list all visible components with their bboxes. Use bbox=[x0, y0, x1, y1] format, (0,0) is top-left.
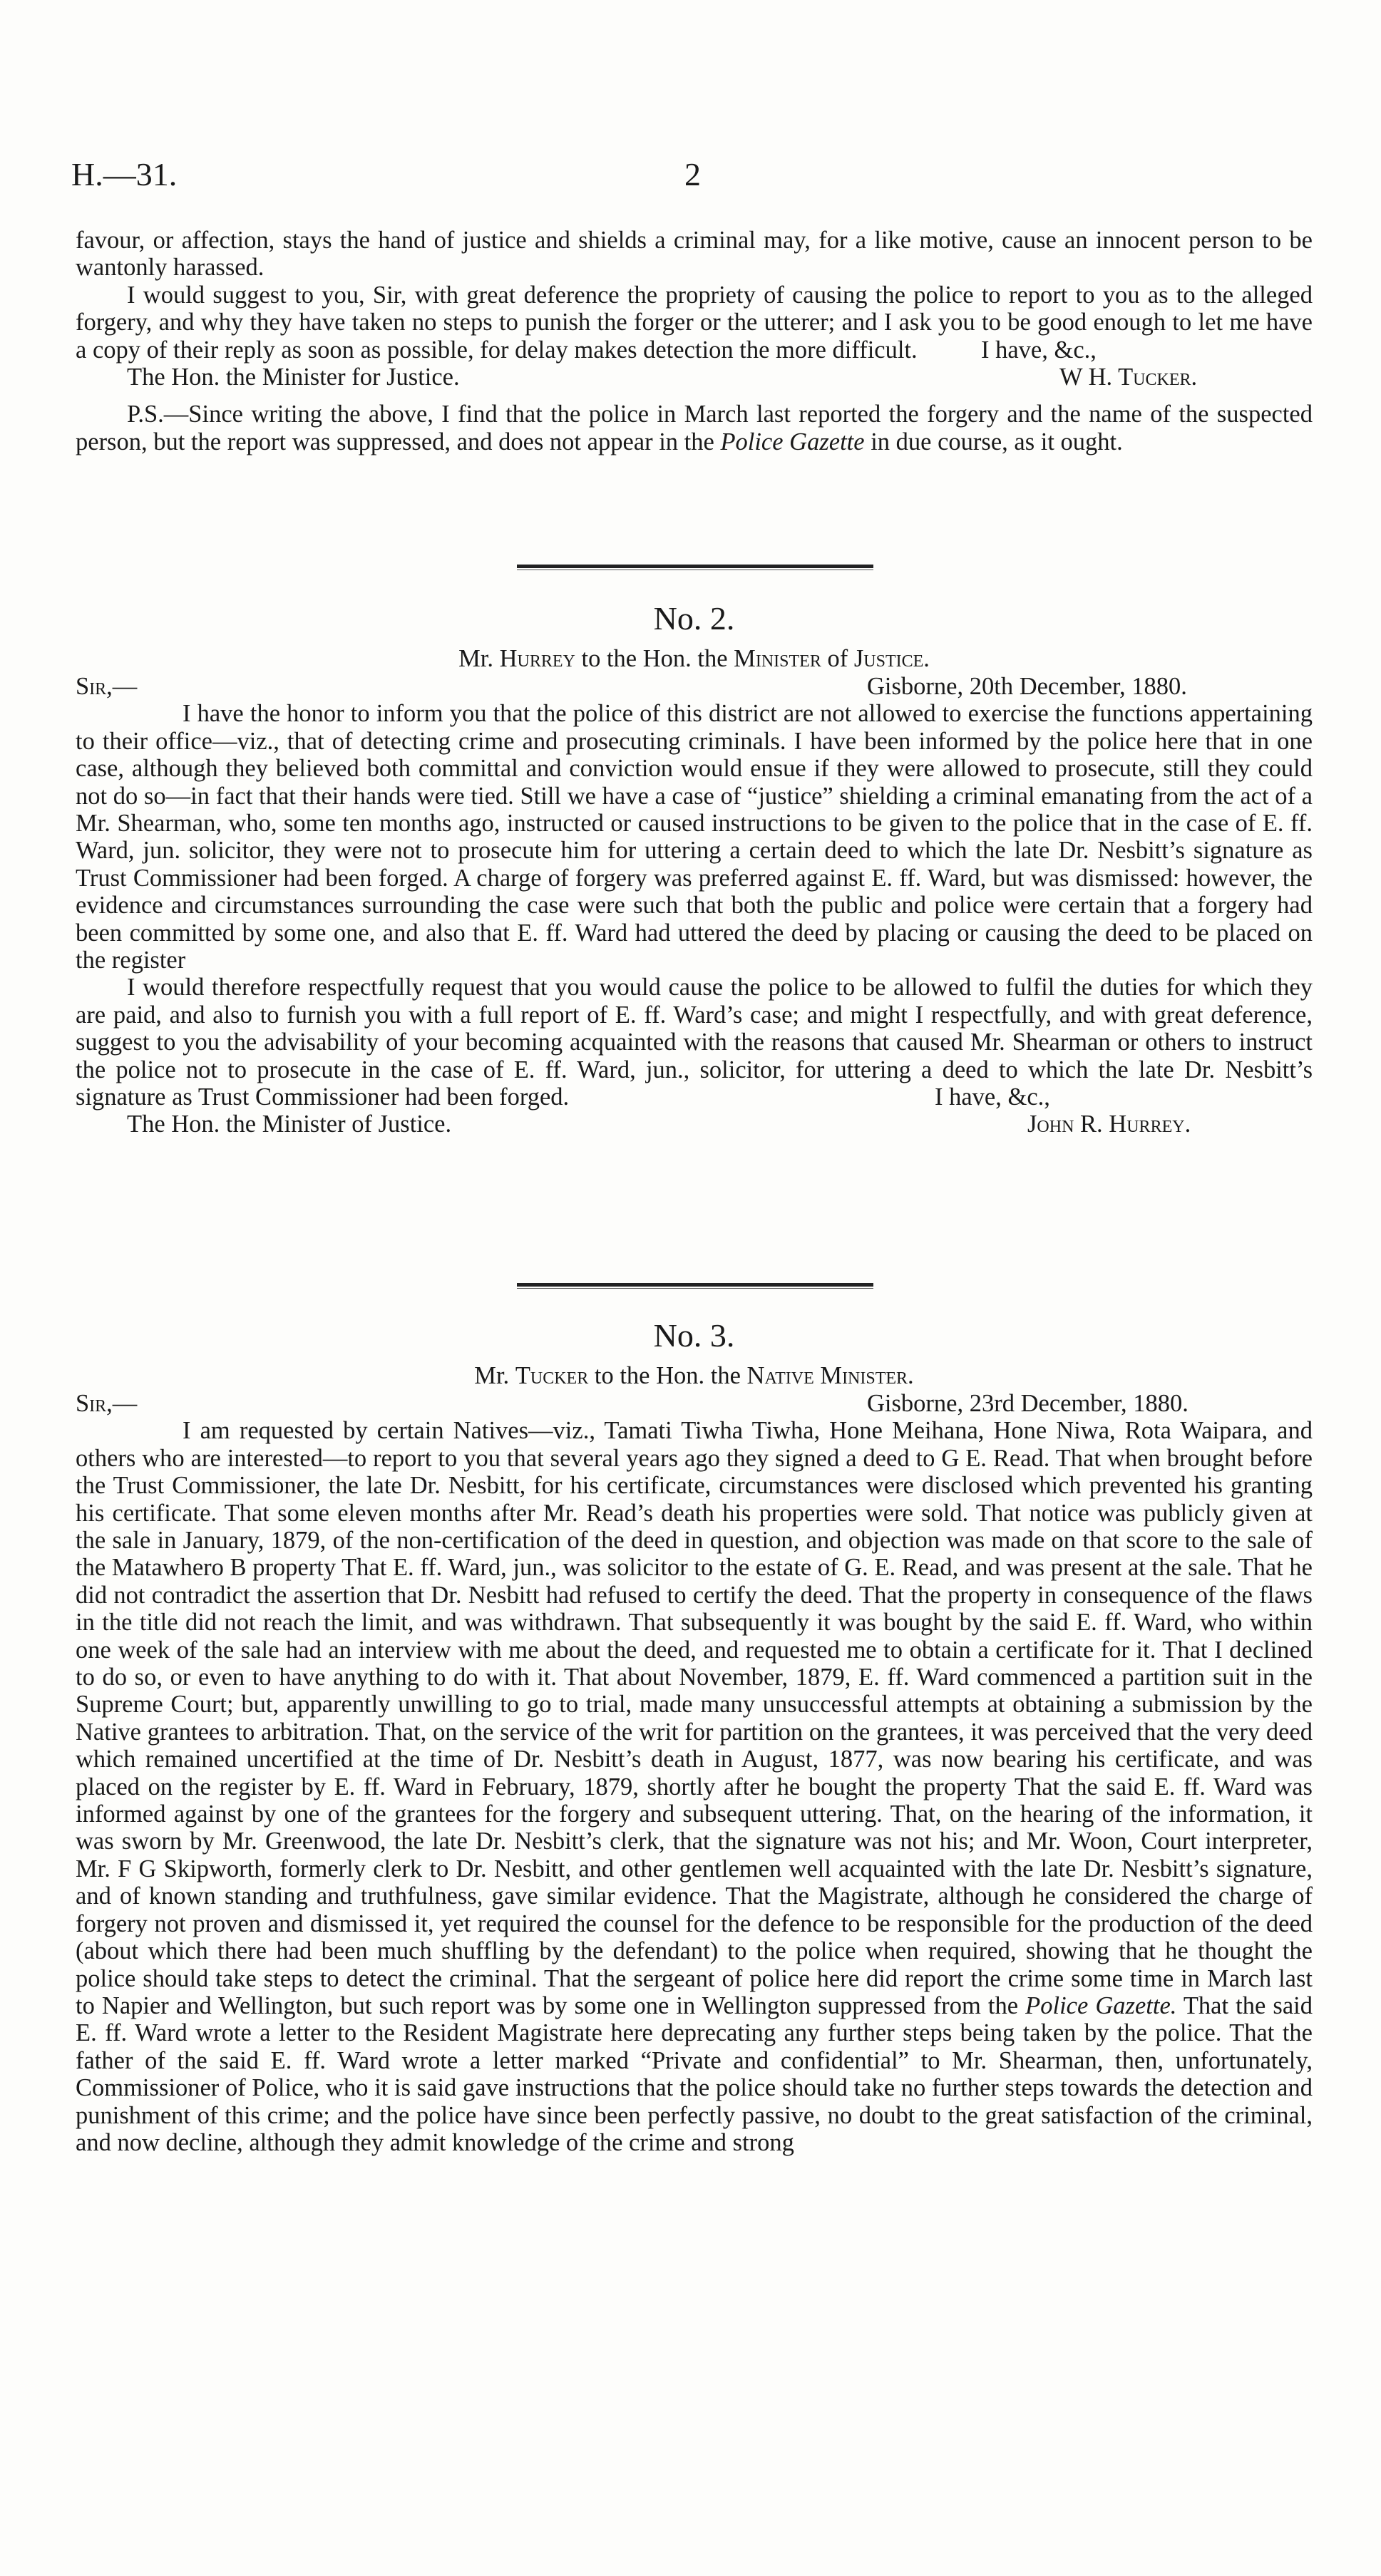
page-number: 2 bbox=[684, 156, 701, 192]
letter-1-postscript: P.S.—Since writing the above, I find that the police in March last reported the forgery and the name of the suspected person, but the report was suppressed, and does not appear in the Police Gazette in due course, as it ought. bbox=[76, 401, 1313, 455]
letter-3-place-date: Gisborne, 23rd December, 1880. bbox=[867, 1390, 1189, 1417]
police-gazette-italic: Police Gazette. bbox=[1025, 1992, 1177, 2019]
section-divider bbox=[517, 565, 873, 568]
letter-1-signature: W H. Tucker. bbox=[1059, 364, 1198, 391]
letter-2-subtitle: Mr. Hurrey to the Hon. the Minister of Justice. bbox=[458, 645, 930, 672]
letter-2 bbox=[76, 600, 1313, 1138]
postscript-italic: Police Gazette bbox=[720, 428, 865, 455]
letter-2-salutation: Sir,— bbox=[76, 673, 138, 700]
letter-2-signature: John R. Hurrey. bbox=[1027, 1111, 1191, 1138]
letter-3-number: No. 3. bbox=[653, 1317, 735, 1354]
letter-1-closing: I have, &c., bbox=[981, 336, 1097, 364]
letter-3-paragraph-1: I am requested by certain Natives—viz., Tamati Tiwha Tiwha, Hone Meihana, Hone Niwa, Rota Waipara, and others who are interested—to report to you that several years ago they signed a deed to G E. Read. That when brought before the Trust Commissioner, the late Dr. Nesbitt, for his certificate, circumstances were disclosed which prevented his granting his certificate. That some eleven months after Mr. Read’s death his properties were sold. That notice was publicly given at the sale in January, 1879, of the non-certification of the deed in question, and objection was made on that score to the sale of the Matawhero B property That E. ff. Ward, jun., was solicitor to the estate of G. E. Read, and was present at the sale. That he did not contradict the assertion that Dr. Nesbitt had refused to certify the deed. That the property in consequence of the flaws in the title did not reach the limit, and was withdrawn. That subsequently it was bought by the said E. ff. Ward, who within one week of the sale had an interview with me about the deed, and requested me to obtain a certificate for it. That I declined to do so, or even to have anything to do with it. That about November, 1879, E. ff. Ward commenced a partition suit in the Supreme Court; but, apparently unwilling to go to trial, made many unsuccessful attempts at obtaining a submission by the Native grantees to arbitration. That, on the service of the writ for partition on the grantees, it was perceived that the very deed which remained uncertified at the time of Dr. Nesbitt’s death in August, 1877, was now bearing his certificate, and was placed on the register by E. ff. Ward in February, 1879, shortly after he bought the property That the said E. ff. Ward was informed against by one of the grantees for the forgery and subsequent uttering. That, on the hearing of the information, it was sworn by Mr. Greenwood, the late Dr. Nesbitt’s clerk, that the signature was not his; and Mr. Woon, Court interpreter, Mr. F G Skipworth, formerly clerk to Dr. Nesbitt, and other gentlemen well acquainted with the late Dr. Nesbitt’s signature, and of known standing and truthfulness, gave similar evidence. That the Magistrate, although he considered the charge of forgery not proven and dismissed it, yet required the counsel for the defence to be responsible for the production of the deed (about which there had been much shuffling by the defendant) to the police when required, showing that he thought the police should take steps to detect the criminal. That the sergeant of police here did report the crime some time in March last to Napier and Wellington, but such report was by some one in Wellington suppressed from the Police Gazette. That the said E. ff. Ward wrote a letter to the Resident Magistrate here deprecating any further steps being taken by the police. That the father of the said E. ff. Ward wrote a letter marked “Private and confidential” to Mr. Shearman, then, unfortunately, Commissioner of Police, who it is said gave instructions that the police should take no further steps towards the detection and punishment of this crime; and the police have since been perfectly passive, no doubt to the great satisfaction of the criminal, and now decline, although they admit knowledge of the crime and strong bbox=[76, 1417, 1313, 2156]
paper-reference: H.—31. bbox=[71, 156, 178, 192]
letter-1-paragraph-continued: favour, or affection, stays the hand of justice and shields a criminal may, for a like motive, cause an innocent person to be wantonly harassed. bbox=[76, 227, 1313, 282]
letter-2-paragraph-1: I have the honor to inform you that the police of this district are not allowed to exercise the functions appertaining to their office—viz., that of detecting crime and prosecuting criminals. I have been informed by the police here that in one case, although they believed both committal and conviction would ensue if they were allowed to prosecute, still they could not do so—in fact that their hands were tied. Still we have a case of “justice” shielding a criminal emanating from the act of a Mr. Shearman, who, some ten months ago, instructed or caused instructions to be given to the police that in the case of E. ff. Ward, jun. solicitor, they were not to prosecute him for uttering a certain deed to which the late Dr. Nesbitt’s signature as Trust Commissioner had been forged. A charge of forgery was preferred against E. ff. Ward, but was dismissed: however, the evidence and circumstances surrounding the case were such that both the public and police were certain that a forgery had been committed by some one, and also that E. ff. Ward had uttered the deed by placing or causing the deed to be placed on the register bbox=[76, 700, 1313, 974]
letter-2-place-date: Gisborne, 20th December, 1880. bbox=[867, 673, 1187, 700]
letter-2-closing: I have, &c., bbox=[935, 1083, 1050, 1111]
letter-2-addressee: The Hon. the Minister of Justice. bbox=[127, 1111, 452, 1138]
letter-2-paragraph-2: I would therefore respectfully request that you would cause the police to be allowed to fulfil the duties for which they are paid, and also to furnish you with a full report of E. ff. Ward’s case; and might I respectfully, and with great deference, suggest to you the advisability of your becoming acquainted with the reasons that caused Mr. Shearman or others to instruct the police not to prosecute in the case of E. ff. Ward, jun., solicitor, for uttering a deed to which the late Dr. Nesbitt’s signature as Trust Commissioner had been forged. bbox=[76, 974, 1313, 1111]
letter-2-number: No. 2. bbox=[653, 600, 735, 637]
section-divider bbox=[517, 1283, 873, 1287]
letter-1-continuation bbox=[76, 227, 1313, 455]
page-header bbox=[71, 155, 1312, 198]
letter-3-subtitle: Mr. Tucker to the Hon. the Native Minister. bbox=[474, 1362, 914, 1389]
letter-1-paragraph: I would suggest to you, Sir, with great deference the propriety of causing the police to report to you as to the alleged forgery, and why they have taken no steps to punish the forger or the utterer; and I ask you to be good enough to let me have a copy of their reply as soon as possible, for delay makes detection the more difficult. bbox=[76, 281, 1313, 364]
letter-1-addressee: The Hon. the Minister for Justice. bbox=[127, 364, 460, 391]
letter-3-salutation: Sir,— bbox=[76, 1390, 138, 1417]
letter-3 bbox=[76, 1317, 1313, 2156]
